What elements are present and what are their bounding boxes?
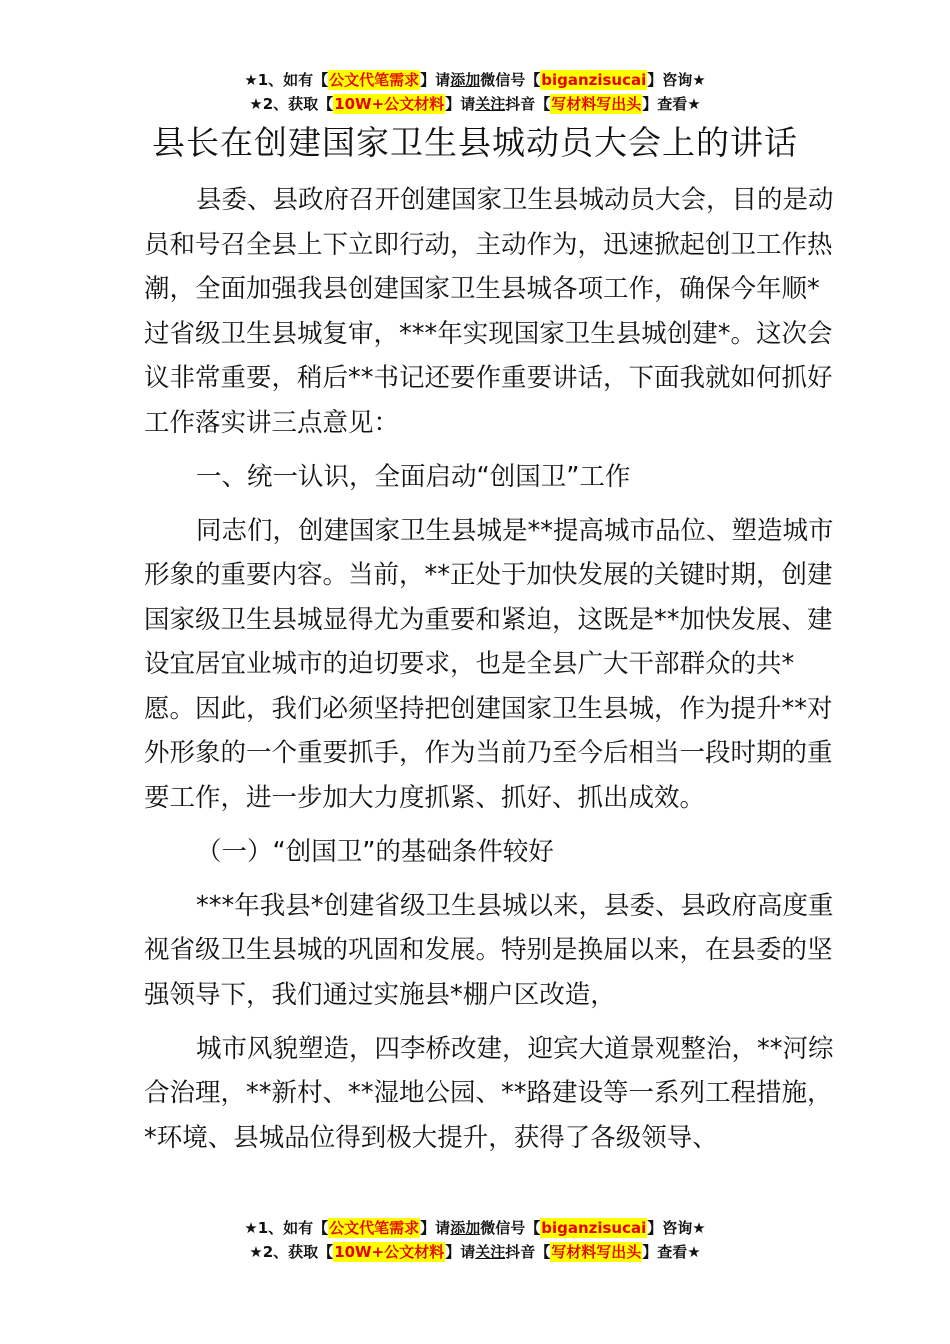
promo-text: 抖音【 xyxy=(505,95,551,113)
subsection-heading-1: （一）“创国卫”的基础条件较好 xyxy=(196,836,554,867)
promo-text: 】咨询★ xyxy=(647,71,706,89)
promo-underlined-text: 关注 xyxy=(475,1243,506,1261)
document-title: 县长在创建国家卫生县城动员大会上的讲话 xyxy=(152,123,798,162)
promo-line-2 xyxy=(0,92,950,116)
promo-text: 】请 xyxy=(445,1243,476,1261)
promo-text: 】咨询★ xyxy=(647,1219,706,1237)
promo-text: ★2、获取【 xyxy=(249,95,334,113)
promo-text: ★1、如有【 xyxy=(244,1219,329,1237)
promo-highlight: 10W+公文材料 xyxy=(334,1243,445,1261)
promo-text: 】请 xyxy=(445,95,476,113)
paragraph-body: 城市风貌塑造，四李桥改建，迎宾大道景观整治，**河综合治理，**新村、**湿地公园、**路建设等一系列工程措施，*环境、县城品位得到极大提升，获得了各级领导、 xyxy=(144,1033,834,1153)
promo-text: 】查看★ xyxy=(642,95,701,113)
promo-douyin-account: 写材料写出头 xyxy=(551,1243,642,1261)
bottom-promo-banner xyxy=(0,1216,950,1264)
top-promo-banner xyxy=(0,68,950,116)
promo-text: 】请 xyxy=(420,71,451,89)
promo-underlined-text: 添加 xyxy=(450,71,481,89)
promo-line-1 xyxy=(0,68,950,92)
section-heading-1: 一、统一认识，全面启动“创国卫”工作 xyxy=(196,461,631,492)
paragraph-body: 同志们，创建国家卫生县城是**提高城市品位、塑造城市形象的重要内容。当前，**正处于加快发展的关键时期，创建国家级卫生县城显得尤为重要和紧迫，这既是**加快发展、建设宜居宜业城市的迫切要求，也是全县广大干部群众的共*愿。因此，我们必须坚持把创建国家卫生县城，作为提升**对外形象的一个重要抓手，作为当前乃至今后相当一段时期的重要工作，进一步加大力度抓紧、抓好、抓出成效。 xyxy=(144,515,834,813)
paragraph-body: ***年我县*创建省级卫生县城以来，县委、县政府高度重视省级卫生县城的巩固和发展。特别是换届以来，在县委的坚强领导下，我们通过实施县*棚户区改造， xyxy=(144,890,834,1010)
promo-text: ★1、如有【 xyxy=(244,71,329,89)
promo-highlight: 公文代笔需求 xyxy=(329,71,420,89)
promo-douyin-account: 写材料写出头 xyxy=(551,95,642,113)
promo-wechat-id: biganzisucai xyxy=(541,1219,647,1237)
promo-highlight: 公文代笔需求 xyxy=(329,1219,420,1237)
promo-line-2 xyxy=(0,1240,950,1264)
promo-highlight: 10W+公文材料 xyxy=(334,95,445,113)
promo-text: ★2、获取【 xyxy=(249,1243,334,1261)
document-body xyxy=(144,178,834,1170)
promo-line-1 xyxy=(0,1216,950,1240)
promo-underlined-text: 关注 xyxy=(475,95,506,113)
promo-text: 】请 xyxy=(420,1219,451,1237)
promo-text: 】查看★ xyxy=(642,1243,701,1261)
promo-text: 抖音【 xyxy=(505,1243,551,1261)
promo-underlined-text: 添加 xyxy=(450,1219,481,1237)
promo-wechat-id: biganzisucai xyxy=(541,71,647,89)
promo-text: 微信号【 xyxy=(480,1219,541,1237)
promo-text: 微信号【 xyxy=(480,71,541,89)
paragraph-intro: 县委、县政府召开创建国家卫生县城动员大会，目的是动员和号召全县上下立即行动，主动作为，迅速掀起创卫工作热潮，全面加强我县创建国家卫生县城各项工作，确保今年顺*过省级卫生县城复审，***年实现国家卫生县城创建*。这次会议非常重要，稍后**书记还要作重要讲话，下面我就如何抓好工作落实讲三点意见： xyxy=(144,185,834,438)
